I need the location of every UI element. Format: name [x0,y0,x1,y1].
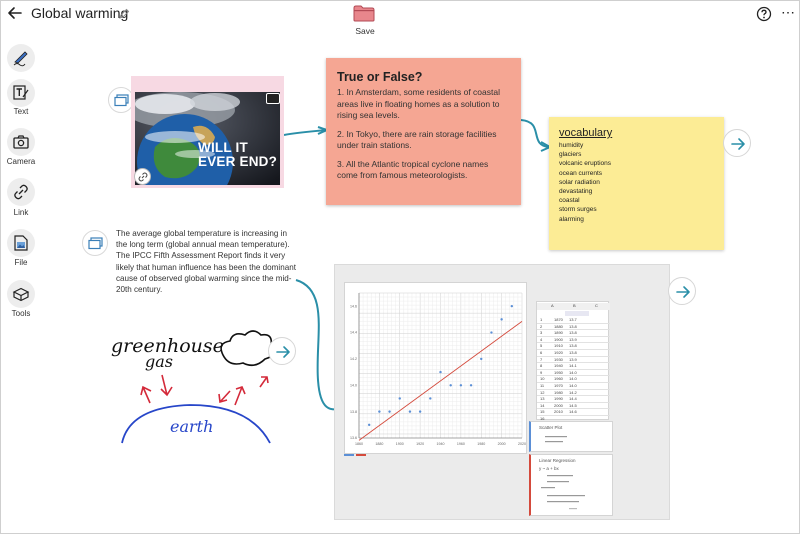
drawing-label-greenhouse: greenhouse [111,335,224,357]
drawing-label-gas: gas [145,352,173,371]
sheet-cell: 9 [540,369,543,375]
sheet-cell: 13.7 [569,317,577,322]
data-point [409,410,411,412]
help-icon[interactable] [756,6,772,22]
chain-link-icon [138,172,148,182]
sheet-cell: 1980 [554,389,563,395]
edit-title-icon[interactable] [118,8,130,20]
sheet-cell: 1960 [554,376,563,382]
sheet-cell: 6 [540,350,543,355]
linear-regression-panel[interactable] [529,454,613,516]
vocabulary-word: alarming [559,215,584,223]
sheet-cell: 14 [540,402,545,408]
sheet-cell: 2 [540,323,543,329]
y-tick-label: 14.0 [350,383,357,388]
save-label[interactable]: Save [355,26,375,36]
scatter-plot-panel[interactable] [529,421,613,452]
toolbar-file-button[interactable] [7,229,35,257]
y-tick-label: 14.6 [350,304,357,309]
toolbar-camera-label: Camera [6,157,36,166]
sheet-cell: 1 [540,317,543,322]
sheet-cell: 2000 [554,402,563,408]
toolbar-tools-button[interactable] [7,280,35,308]
linear-regression-title: Linear Regression [539,458,576,463]
text-icon [12,84,30,102]
slides-icon [114,94,129,107]
linear-regression-equation: y ~ a + bx [539,466,559,471]
board-title[interactable]: Global warming [31,5,129,21]
sheet-cell: 2010 [554,409,563,415]
sheet-row [537,376,610,383]
data-point [368,424,370,426]
sheet-cell: 14.4 [569,396,577,402]
toolbar-file-label: File [14,258,28,267]
vocabulary-word: volcanic eruptions [559,160,612,168]
graph-next-button[interactable] [668,277,696,305]
data-point [419,410,421,412]
vocabulary-word: ocean currents [559,169,602,177]
arrow-right-icon [275,344,291,360]
sheet-cell: 1870 [554,317,563,322]
vocabulary-word: glaciers [559,151,582,159]
sheet-header-fill [565,311,589,316]
sheet-cell: 1970 [554,383,563,388]
sheet-cell: 15 [540,409,545,415]
y-tick-label: 14.4 [350,330,357,335]
sheet-row [537,409,610,416]
sheet-cell: 11 [540,383,545,388]
sheet-cell: 13 [540,396,545,402]
sheet-cell: 13.9 [569,336,577,342]
slides-icon [88,237,103,250]
sheet-cell: 1990 [554,396,563,402]
sheet-cell: 14.5 [569,402,577,408]
sheet-cell: 1920 [554,350,563,355]
data-point [399,397,401,399]
x-tick-label: 2000 [497,442,506,446]
data-point [449,384,451,386]
sheet-row [537,317,610,324]
image-link-button[interactable] [134,168,151,185]
spreadsheet [536,301,609,420]
pen-icon [12,49,30,67]
sheet-row [537,383,610,390]
sheet-cell: 13.8 [569,330,577,336]
vocabulary-card[interactable] [549,117,724,250]
sheet-cell: 14.2 [569,389,577,395]
sheet-cell: 12 [540,389,545,395]
drawing-next-button[interactable] [268,337,296,365]
vocabulary-next-button[interactable] [723,129,751,157]
more-options-icon[interactable]: ⋯ [781,4,795,20]
camera-icon [12,133,30,151]
back-arrow-icon[interactable] [6,4,24,22]
sheet-cell: 8 [540,363,543,369]
chart-series-indicator [344,454,368,458]
x-tick-label: 1940 [436,442,445,446]
data-point [378,410,380,412]
arrow-right-icon [730,136,746,152]
link-icon [12,183,30,201]
toolbar-link-label: Link [13,208,29,217]
true-false-item: 1. In Amsterdam, some residents of coastal areas live in floating homes as a solution to rising sea levels. [337,87,500,120]
sheet-cell: 7 [540,356,543,362]
sheet-cell: 13.8 [569,323,577,329]
sheet-cell: 14.1 [569,363,577,369]
data-point [388,410,390,412]
sheet-row [537,357,610,364]
y-tick-label: 13.6 [350,436,357,441]
earth-image [135,92,280,185]
sheet-cell: 13.8 [569,350,577,355]
toolbar-link-button[interactable] [7,178,35,206]
sheet-cell: 1930 [554,356,563,362]
sheet-cell: 10 [540,376,545,382]
sheet-cell: 14.0 [569,376,577,382]
drawing-label-earth: earth [170,417,214,436]
sheet-cell: 1940 [554,363,563,369]
sheet-row [537,370,610,377]
sheet-subheader-row [537,310,610,317]
cloud-icon [221,331,274,365]
toolbox-icon [12,285,30,303]
sheet-cell: 14.0 [569,369,577,375]
x-tick-label: 2020 [518,442,526,446]
sheet-row [537,396,610,403]
sheet-row [537,343,610,350]
data-point [439,371,441,373]
sheet-row [537,337,610,344]
sheet-row [537,330,610,337]
sheet-cell: 13.9 [569,356,577,362]
sheet-cell: 1910 [554,343,563,349]
sheet-row [537,390,610,397]
sheet-cell: 14.6 [569,409,577,415]
data-point [429,397,431,399]
sheet-cell: 16 [540,416,545,421]
sheet-cell: 14.0 [569,383,577,388]
data-point [470,384,472,386]
sheet-cell: 13.8 [569,343,577,349]
file-image-icon [12,234,30,252]
y-tick-label: 14.2 [350,357,357,362]
x-tick-label: 1980 [477,442,486,446]
sheet-cell: 1900 [554,336,563,342]
sheet-row [537,324,610,331]
sheet-row [537,350,610,357]
scatter-chart [344,282,527,454]
caption-line-2: EVER END? [198,154,278,169]
folder-save-icon[interactable] [353,5,375,22]
sheet-row [537,403,610,410]
slideshow-icon[interactable] [266,93,280,104]
toolbar-text-label: Text [13,107,29,116]
y-tick-label: 13.8 [350,409,357,414]
x-tick-label: 1880 [375,442,384,446]
sheet-col-b: B [573,303,576,308]
vocabulary-word: solar radiation [559,178,600,186]
x-tick-label: 1860 [355,442,363,446]
linear-regression-placeholder-lines [539,473,609,513]
toolbar-camera-button[interactable] [7,128,35,156]
sheet-cell: 1890 [554,330,563,336]
image-caption [198,141,280,169]
sheet-cell: 3 [540,330,543,336]
arrow-right-icon [675,284,691,300]
x-tick-label: 1900 [395,442,404,446]
vocabulary-word: storm surges [559,206,597,214]
vocabulary-word: coastal [559,197,580,205]
vocabulary-word: devastating [559,188,593,196]
image-card[interactable] [131,76,284,188]
vocabulary-title: vocabulary [559,127,613,139]
data-point [460,384,462,386]
scatter-plot-title: Scatter Plot [539,425,563,430]
x-tick-label: 1920 [416,442,425,446]
sheet-row [537,363,610,370]
toolbar-tools-label: Tools [11,309,31,318]
sheet-col-c: C [595,303,598,308]
vocabulary-word: humidity [559,142,584,149]
sheet-col-a: A [551,303,554,308]
toolbar-draw-button[interactable] [7,44,35,72]
paragraph-card-tab[interactable] [82,230,108,256]
data-point [480,358,482,360]
true-false-item: 3. All the Atlantic tropical cyclone names come from famous meteorologists. [337,158,489,180]
true-false-title: True or False? [337,70,423,84]
caption-line-1: WILL IT [198,140,248,155]
sheet-cell: 1880 [554,323,563,329]
data-point [511,305,513,307]
scatter-chart-svg [345,283,528,455]
data-point [500,318,502,320]
true-false-card[interactable] [326,58,521,205]
toolbar-text-button[interactable] [7,79,35,107]
sheet-header-row [537,303,610,310]
sheet-cell: 5 [540,343,543,349]
text-note[interactable]: The average global temperature is increasing in the long term (global annual mean temperature). The IPCC Fifth Assessment Report finds it very likely that human influence has been the dominant cause of observed global warming since the mid-20th century. [116,229,296,295]
true-false-item: 2. In Tokyo, there are rain storage facilities under train stations. [337,128,497,150]
x-tick-label: 1960 [456,442,465,446]
data-point [490,331,492,333]
sheet-cell: 4 [540,336,543,342]
earth-globe-icon [135,92,280,185]
sheet-cell: 1950 [554,369,563,375]
scatter-plot-placeholder-lines [539,434,579,448]
